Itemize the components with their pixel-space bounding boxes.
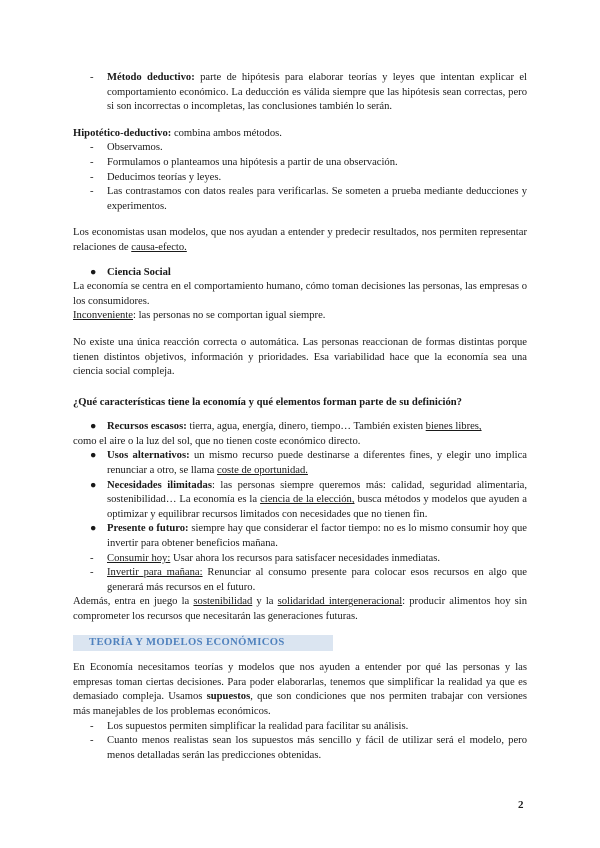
metodo-deductivo-text: parte de hipótesis para elaborar teorías y leyes que intentan explicar el comportamiento económico. La deducción es válida siempre que las hipótesis sean correctas, pero si son incorrectas o incompletas, las conclusiones también lo serán.: [107, 72, 527, 113]
ciencia-social-text: La economía se centra en el comportamiento humano, cómo toman decisiones las personas, las empresas o los consumidores.: [73, 281, 527, 307]
hipotetico-label: Hipotético-deductivo:: [73, 127, 172, 139]
necesidades-label: Necesidades ilimitadas: [107, 479, 212, 491]
presente-futuro-item: [73, 522, 527, 551]
ciencia-social-heading: [73, 266, 527, 281]
consumir-label: Consumir hoy:: [107, 552, 171, 564]
teoria-paragraph: [73, 661, 527, 719]
ademas-pre: Además, entra en juego la: [73, 596, 190, 608]
consumir-hoy-item: [73, 552, 527, 567]
bullet-icon: ●: [90, 450, 97, 462]
reaccion-paragraph: No existe una única reacción correcta o automática. Las personas reaccionan de formas distintas porque tienen distintos objetivos, información y prioridades. Esa variabilidad hace que la economía sea una ciencia social compleja.: [73, 336, 527, 378]
consumir-text: Usar ahora los recursos para satisfacer necesidades inmediatas.: [172, 552, 441, 564]
hipotetico-step: - Las contrastamos con datos reales para verificarlas. Se someten a prueba mediante deducciones y experimentos.: [73, 185, 527, 214]
coste-oportunidad-term: coste de oportunidad.: [217, 465, 308, 477]
inconveniente-line: [73, 309, 527, 324]
usos-text: un mismo recurso puede destinarse a diferentes fines, y elegir uno implica renunciar a otro, se llama: [107, 450, 527, 477]
metodo-deductivo-label: Método deductivo:: [107, 72, 195, 83]
ademas-paragraph: [73, 595, 527, 624]
supuestos-item: - Los supuestos permiten simplificar la realidad para facilitar su análisis.: [73, 720, 527, 735]
recursos-text: tierra, agua, energía, dinero, tiempo… También existen: [189, 421, 424, 433]
metodo-deductivo-item: [73, 71, 527, 115]
bullet-icon: ●: [90, 523, 97, 535]
recursos-label: Recursos escasos:: [107, 421, 187, 433]
teoria-post: , que son condiciones que nos permiten trabajar con versiones más manejables de los problemas económicos.: [73, 691, 527, 717]
recursos-rest: como el aire o la luz del sol, que no tienen coste económico directo.: [73, 435, 361, 447]
invertir-label: Invertir para mañana:: [107, 567, 203, 579]
inconveniente-label: Inconveniente: [73, 310, 134, 322]
hipotetico-text: combina ambos métodos.: [173, 127, 282, 139]
hipotetico-heading: [73, 127, 527, 142]
ciencia-eleccion-term: ciencia de la elección,: [260, 494, 355, 506]
presente-text: siempre hay que considerar el factor tiempo: no es lo mismo consumir hoy que invertir para obtener beneficios mañana.: [107, 523, 527, 550]
modelos-paragraph: [73, 226, 527, 255]
necesidades-text: : las personas siempre queremos más: calidad, seguridad alimentaria, sostenibilidad… La economía es la: [107, 479, 527, 506]
necesidades-rest: busca métodos y modelos que ayuden a optimizar y equilibrar recursos limitados con necesidades que no tienen fin.: [107, 494, 527, 520]
bullet-icon: ●: [90, 266, 97, 278]
usos-alternativos-item: [73, 449, 527, 478]
modelos-text: Los economistas usan modelos, que nos ayudan a entender y predecir resultados, nos permiten representar relaciones de: [73, 227, 527, 253]
bullet-icon: ●: [90, 479, 97, 491]
ciencia-social-title: Ciencia Social: [107, 266, 171, 278]
question-heading: ¿Qué características tiene la economía y qué elementos forman parte de su definición?: [73, 396, 462, 408]
usos-label: Usos alternativos:: [107, 450, 190, 462]
supuestos-item: - Cuanto menos realistas sean los supuestos más sencillo y fácil de utilizar será el modelo, pero menos detalladas serán las predicciones obtenidas.: [73, 734, 527, 763]
hipotetico-step: - Formulamos o planteamos una hipótesis a partir de una observación.: [73, 156, 527, 171]
supuestos-term: supuestos: [206, 691, 251, 703]
hipotetico-step: - Observamos.: [73, 141, 527, 156]
hipotetico-step: - Deducimos teorías y leyes.: [73, 171, 527, 186]
inconveniente-text: : las personas no se comportan igual siempre.: [133, 310, 326, 322]
sostenibilidad-term: sostenibilidad: [193, 596, 253, 608]
invertir-text: Renunciar al consumo presente para colocar esos recursos en algo que generará más recursos en el futuro.: [107, 567, 527, 593]
solidaridad-term: solidaridad intergeneracional: [277, 596, 403, 608]
ademas-mid: y la: [256, 596, 274, 608]
bienes-libres-term: bienes libres,: [425, 421, 482, 433]
invertir-item: [73, 566, 527, 595]
section-title: TEORÍA Y MODELOS ECONÓMICOS: [73, 635, 333, 652]
recursos-escasos-item: [73, 420, 527, 449]
page-content: [73, 71, 527, 763]
ademas-rest: : producir alimentos hoy sin comprometer los recursos que necesitarán las generaciones futuras.: [73, 596, 527, 622]
teoria-pre: En Economía necesitamos teorías y modelos que nos ayuden a entender por qué las personas y las empresas toman ciertas decisiones. Para poder elaborarlas, tenemos que simplificar la realidad ya que es demasiado compleja. Usamos: [73, 662, 527, 703]
bullet-icon: ●: [90, 421, 97, 433]
causa-efecto-term: causa-efecto.: [131, 241, 187, 253]
page-number: 2: [518, 799, 524, 811]
necesidades-item: [73, 479, 527, 523]
presente-label: Presente o futuro:: [107, 523, 189, 535]
